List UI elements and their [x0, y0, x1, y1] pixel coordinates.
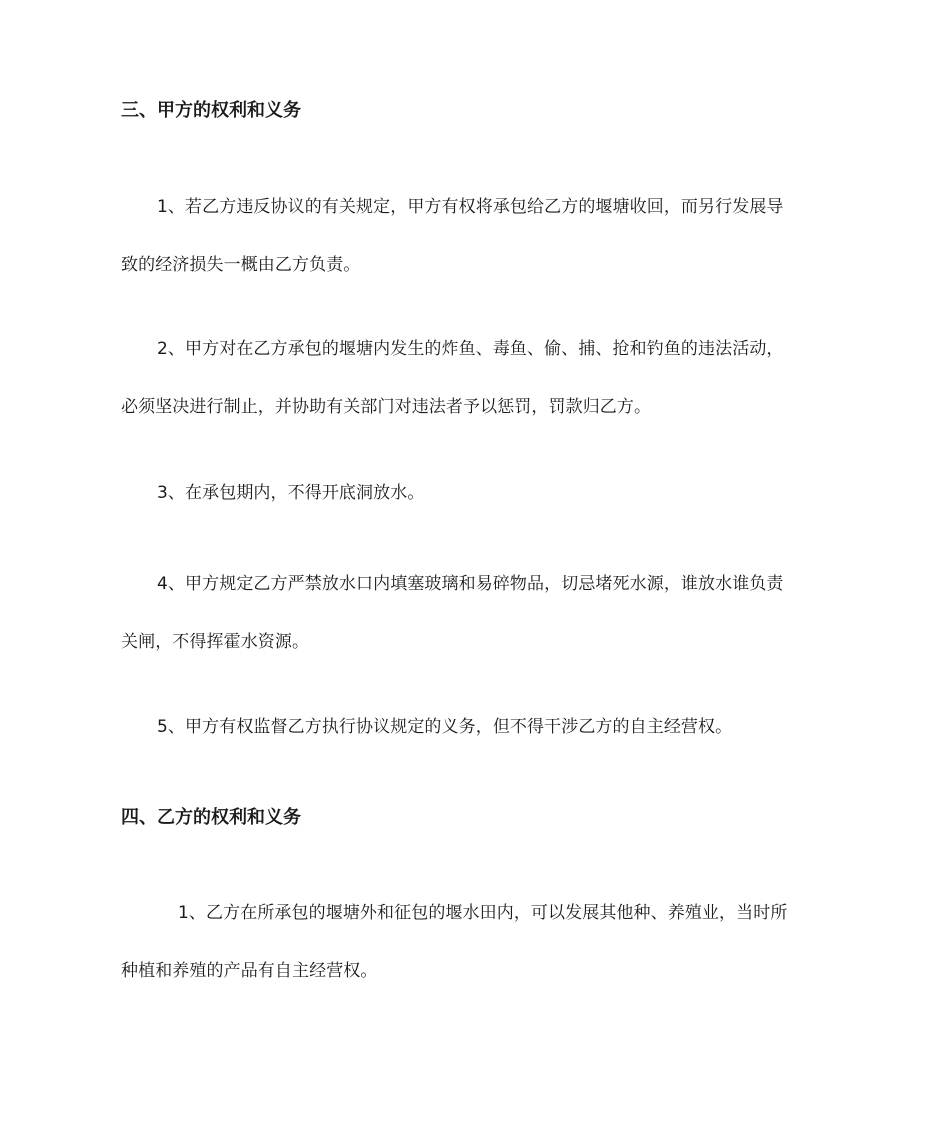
paragraph-line: 2、甲方对在乙方承包的堰塘内发生的炸鱼、毒鱼、偷、捕、抢和钓鱼的违法活动， — [157, 339, 784, 359]
paragraph-line: 1、乙方在所承包的堰塘外和征包的堰水田内，可以发展其他种、养殖业，当时所 — [178, 903, 788, 923]
paragraph-line: 3、在承包期内，不得开底洞放水。 — [157, 483, 425, 503]
paragraph-3-4 — [121, 555, 833, 671]
paragraph-line: 关闸，不得挥霍水资源。 — [121, 632, 310, 652]
section-heading-4: 四、乙方的权利和义务 — [121, 807, 301, 828]
paragraph-3-2 — [121, 320, 833, 436]
paragraph-line: 5、甲方有权监督乙方执行协议规定的义务，但不得干涉乙方的自主经营权。 — [157, 717, 733, 737]
paragraph-3-3 — [121, 464, 833, 522]
paragraph-4-1 — [121, 884, 833, 1000]
paragraph-line: 4、甲方规定乙方严禁放水口内填塞玻璃和易碎物品，切忌堵死水源，谁放水谁负责 — [157, 574, 784, 594]
paragraph-line: 致的经济损失一概由乙方负责。 — [121, 255, 361, 275]
section-heading-3: 三、甲方的权利和义务 — [121, 100, 301, 121]
paragraph-line: 必须坚决进行制止，并协助有关部门对违法者予以惩罚，罚款归乙方。 — [121, 397, 652, 417]
paragraph-3-5 — [121, 698, 833, 756]
paragraph-3-1 — [121, 178, 833, 294]
paragraph-line: 1、若乙方违反协议的有关规定，甲方有权将承包给乙方的堰塘收回，而另行发展导 — [157, 197, 784, 217]
paragraph-line: 种植和养殖的产品有自主经营权。 — [121, 961, 378, 981]
